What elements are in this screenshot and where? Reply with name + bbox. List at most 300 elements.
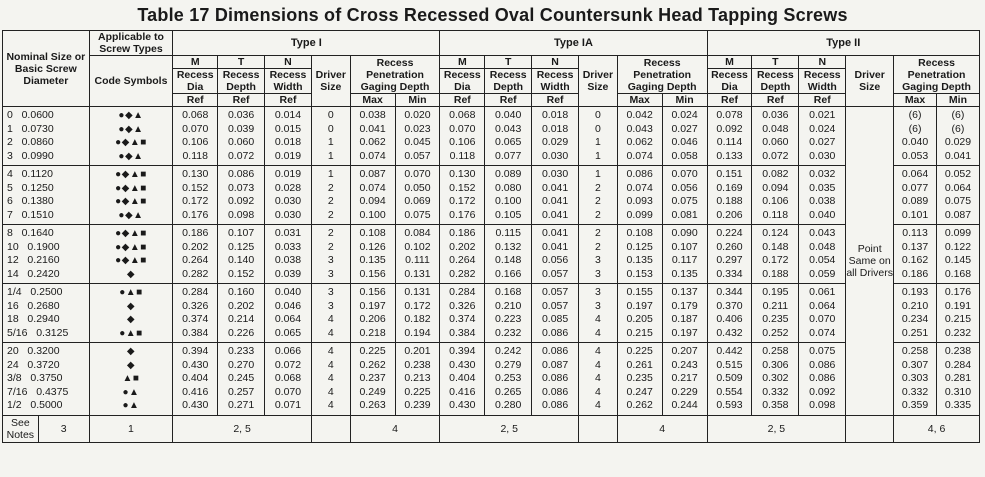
code-symbols-value: ●▲ <box>122 400 140 411</box>
ta-recess-depth-cell <box>485 284 532 343</box>
t1-recess-depth-cell <box>218 343 265 416</box>
t2-recess-dia-value: 0.406 <box>716 313 743 325</box>
t1-pen-min-value: 0.070 <box>404 168 431 180</box>
ta-recess-dia-value: 0.264 <box>449 254 476 266</box>
ta-recess-depth-value: 0.232 <box>495 326 522 339</box>
ta-pen-max-value: 0.247 <box>626 385 653 398</box>
ta-ref-m: Ref <box>440 94 485 107</box>
ta-driver-size-value: 1 <box>594 136 601 148</box>
ta-recess-width-cell <box>532 107 579 166</box>
code-symbols-cell <box>89 166 173 225</box>
t1-pen-min-value: 0.057 <box>404 149 431 162</box>
t1-recess-width-value: 0.015 <box>274 122 302 135</box>
code-symbols-value: ●▲■ <box>119 327 143 339</box>
code-symbols-cell <box>89 225 173 284</box>
ta-recess-width-cell <box>532 166 579 225</box>
ta-recess-width-value: 0.086 <box>541 372 569 384</box>
t1-recess-dia-value: 0.326 <box>182 299 209 312</box>
t1-pen-min-value: 0.102 <box>404 240 431 253</box>
ta-pen-max-value: 0.062 <box>626 136 653 148</box>
ta-recess-depth-value: 0.077 <box>495 149 522 162</box>
t1-recess-depth-value: 0.271 <box>227 399 255 411</box>
t2-pen-min-cell <box>936 343 979 416</box>
t1-pen-max-value: 0.074 <box>359 149 386 162</box>
t1-driver-size-value: 2 <box>327 195 334 207</box>
nominal-size-value: 3/8 0.3750 <box>7 372 63 384</box>
t1-driver-size-value: 2 <box>327 208 334 221</box>
notes-ta-driver <box>579 415 618 442</box>
code-symbols-value: ●◆▲■ <box>115 196 147 207</box>
t2-pen-max-value: 0.258 <box>901 345 929 357</box>
nominal-size-value: 8 0.1640 <box>7 227 54 239</box>
t1-pen-min-cell <box>395 225 440 284</box>
ta-recess-width-value: 0.057 <box>541 267 569 280</box>
t1-driver-size-value: 0 <box>327 109 334 121</box>
t2-recess-width-value: 0.059 <box>809 267 836 280</box>
t2-driver-size-note: Point Same on all Drivers <box>846 107 894 416</box>
nominal-size-value: 12 0.2160 <box>7 254 60 266</box>
t2-recess-dia-header: Recess Dia <box>707 69 752 94</box>
t1-recess-dia-value: 0.172 <box>182 195 209 207</box>
ta-recess-dia-value: 0.068 <box>449 109 476 121</box>
ta-recess-width-value: 0.086 <box>541 326 569 339</box>
ta-recess-dia-value: 0.430 <box>449 358 476 371</box>
t2-recess-dia-cell <box>707 284 752 343</box>
t2-pen-max-value: 0.186 <box>901 267 929 280</box>
ta-n-header: N <box>532 56 579 69</box>
t1-recess-depth-cell <box>218 166 265 225</box>
ta-pen-min-value: 0.135 <box>671 267 698 280</box>
t1-recess-depth-value: 0.257 <box>227 385 255 398</box>
t2-recess-width-value: 0.092 <box>809 385 836 398</box>
t2-pen-min-value: 0.075 <box>944 195 972 207</box>
t1-pen-min-value: 0.050 <box>404 181 431 194</box>
ta-pen-min-cell <box>662 225 707 284</box>
ta-m-header: M <box>440 56 485 69</box>
t2-n-header: N <box>799 56 846 69</box>
t2-recess-dia-value: 0.509 <box>716 372 743 384</box>
ta-pen-min-value: 0.117 <box>671 254 698 266</box>
t1-pen-min-value: 0.084 <box>404 227 431 239</box>
t2-recess-width-cell <box>799 343 846 416</box>
t1-driver-size-value: 1 <box>327 149 334 162</box>
t1-recess-dia-cell <box>173 166 218 225</box>
t1-recess-width-value: 0.030 <box>274 208 302 221</box>
t2-pen-max-cell <box>894 343 937 416</box>
ta-recess-width-value: 0.041 <box>541 227 569 239</box>
t2-recess-depth-value: 0.060 <box>762 136 789 148</box>
ta-recess-depth-cell <box>485 107 532 166</box>
t2-recess-dia-value: 0.344 <box>716 286 743 298</box>
t1-recess-dia-value: 0.068 <box>182 109 209 121</box>
t1-driver-size-value: 4 <box>327 358 334 371</box>
t1-recess-depth-cell <box>218 107 265 166</box>
t2-min-header: Min <box>936 94 979 107</box>
notes-t2-mtn: 2, 5 <box>707 415 846 442</box>
t2-recess-width-value: 0.075 <box>809 345 836 357</box>
t1-pen-max-value: 0.225 <box>359 345 386 357</box>
t1-pen-min-value: 0.131 <box>404 286 431 298</box>
ta-driver-size-value: 2 <box>594 195 601 207</box>
ta-recess-dia-cell <box>440 225 485 284</box>
t1-driver-size-value: 1 <box>327 168 334 180</box>
ta-recess-dia-cell <box>440 343 485 416</box>
t1-recess-width-value: 0.018 <box>274 136 302 148</box>
nominal-size-value: 4 0.1120 <box>7 168 53 180</box>
t2-recess-width-cell <box>799 284 846 343</box>
ta-pen-max-value: 0.225 <box>626 345 653 357</box>
code-symbols-value: ●◆▲ <box>118 110 144 121</box>
t2-recess-depth-value: 0.195 <box>762 286 789 298</box>
t1-recess-width-value: 0.038 <box>274 254 302 266</box>
ta-recess-depth-value: 0.210 <box>495 299 522 312</box>
notes-t2-driver <box>846 415 894 442</box>
t2-pen-max-value: 0.210 <box>901 299 929 312</box>
code-symbols-value: ◆ <box>126 300 136 312</box>
t2-pen-max-value: 0.303 <box>901 372 929 384</box>
ta-recess-width-value: 0.030 <box>541 168 569 180</box>
ta-recess-width-value: 0.086 <box>541 399 569 411</box>
t2-recess-depth-cell <box>752 166 799 225</box>
ta-ref-n: Ref <box>532 94 579 107</box>
t2-recess-depth-value: 0.252 <box>762 326 789 339</box>
ta-recess-width-header: Recess Width <box>532 69 579 94</box>
ta-recess-depth-value: 0.100 <box>495 195 522 207</box>
t2-driver-size-header: Driver Size <box>846 56 894 107</box>
ta-recess-depth-value: 0.089 <box>495 168 522 180</box>
t1-driver-size-value: 4 <box>327 385 334 398</box>
t1-recess-depth-value: 0.152 <box>227 267 255 280</box>
t1-recess-dia-value: 0.404 <box>182 372 209 384</box>
t2-recess-dia-cell <box>707 107 752 166</box>
ta-recess-depth-value: 0.040 <box>495 109 522 121</box>
ta-driver-size-cell <box>579 166 618 225</box>
t1-driver-size-value: 0 <box>327 122 334 135</box>
t1-recess-dia-header: Recess Dia <box>173 69 218 94</box>
code-symbols-cell <box>89 107 173 166</box>
t1-pen-min-value: 0.194 <box>404 326 431 339</box>
ta-pen-max-cell <box>617 107 662 166</box>
t1-pen-max-value: 0.263 <box>359 399 386 411</box>
t2-recess-dia-cell <box>707 343 752 416</box>
t1-pen-max-cell <box>350 107 395 166</box>
t1-pen-max-value: 0.197 <box>359 299 386 312</box>
t1-recess-depth-value: 0.202 <box>227 299 255 312</box>
ta-recess-dia-value: 0.284 <box>449 286 476 298</box>
t1-recess-depth-cell <box>218 225 265 284</box>
ta-recess-dia-value: 0.282 <box>449 267 476 280</box>
t1-recess-width-cell <box>265 166 312 225</box>
ta-pen-min-cell <box>662 343 707 416</box>
t1-driver-size-cell <box>311 166 350 225</box>
t1-recess-dia-cell <box>173 107 218 166</box>
t2-pen-min-cell <box>936 225 979 284</box>
ta-driver-size-value: 0 <box>594 109 601 121</box>
t1-pen-max-cell <box>350 225 395 284</box>
t2-pen-max-value: 0.040 <box>901 136 929 148</box>
t2-pen-min-value: 0.087 <box>944 208 972 221</box>
ta-ref-t: Ref <box>485 94 532 107</box>
t2-recess-depth-cell <box>752 343 799 416</box>
t1-recess-dia-value: 0.384 <box>182 326 209 339</box>
ta-recess-dia-value: 0.202 <box>449 240 476 253</box>
ta-pen-min-value: 0.217 <box>671 372 698 384</box>
ta-recess-dia-value: 0.172 <box>449 195 476 207</box>
t1-pen-min-value: 0.045 <box>404 136 431 148</box>
ta-driver-size-value: 2 <box>594 240 601 253</box>
ta-pen-max-value: 0.153 <box>626 267 653 280</box>
ta-driver-size-value: 4 <box>594 313 601 325</box>
ta-recess-dia-value: 0.374 <box>449 313 476 325</box>
t1-recess-depth-value: 0.098 <box>227 208 255 221</box>
t2-pen-max-value: 0.089 <box>901 195 929 207</box>
t1-recess-depth-header: Recess Depth <box>218 69 265 94</box>
t1-t-header: T <box>218 56 265 69</box>
t1-ref-m: Ref <box>173 94 218 107</box>
t2-pen-min-value: (6) <box>951 122 965 135</box>
t1-pen-max-value: 0.087 <box>359 168 386 180</box>
t1-recess-width-value: 0.065 <box>274 326 302 339</box>
ta-pen-max-cell <box>617 225 662 284</box>
ta-pen-max-value: 0.043 <box>626 122 653 135</box>
t2-ref-t: Ref <box>752 94 799 107</box>
ta-pen-min-cell <box>662 284 707 343</box>
t1-driver-size-value: 3 <box>327 286 334 298</box>
t2-recess-depth-value: 0.211 <box>762 299 789 312</box>
t2-pen-min-value: 0.176 <box>944 286 972 298</box>
ta-driver-size-cell <box>579 107 618 166</box>
t2-recess-depth-value: 0.302 <box>762 372 789 384</box>
t1-recess-width-value: 0.019 <box>274 149 302 162</box>
ta-driver-size-value: 2 <box>594 181 601 194</box>
t1-recess-width-cell <box>265 343 312 416</box>
notes-ta-mtn: 2, 5 <box>440 415 579 442</box>
t2-recess-dia-value: 0.593 <box>716 399 743 411</box>
t2-recess-dia-value: 0.114 <box>716 136 743 148</box>
ta-recess-width-cell <box>532 343 579 416</box>
ta-pen-max-value: 0.108 <box>626 227 653 239</box>
t2-pen-max-value: 0.359 <box>901 399 929 411</box>
nominal-size-value: 7/16 0.4375 <box>7 385 69 398</box>
ta-driver-size-value: 4 <box>594 385 601 398</box>
t1-recess-depth-cell <box>218 284 265 343</box>
ta-pen-max-value: 0.215 <box>626 326 653 339</box>
t2-pen-max-cell <box>894 166 937 225</box>
t2-recess-width-value: 0.024 <box>809 122 836 135</box>
ta-recess-depth-value: 0.168 <box>495 286 522 298</box>
t1-pen-max-value: 0.062 <box>359 136 386 148</box>
t2-pen-max-value: 0.137 <box>901 240 929 253</box>
t2-pen-min-value: 0.284 <box>944 358 972 371</box>
t1-recess-dia-value: 0.130 <box>182 168 209 180</box>
ta-recess-width-value: 0.057 <box>541 299 569 312</box>
t1-pen-min-value: 0.023 <box>404 122 431 135</box>
code-symbols-value: ●◆▲■ <box>115 228 147 239</box>
applicable-header: Applicable to Screw Types <box>89 31 173 56</box>
ta-pen-min-cell <box>662 107 707 166</box>
t1-pen-max-value: 0.262 <box>359 358 386 371</box>
notes-t1-pen: 4 <box>350 415 440 442</box>
ta-pen-min-value: 0.090 <box>671 227 698 239</box>
t1-n-header: N <box>265 56 312 69</box>
t1-pen-min-cell <box>395 107 440 166</box>
ta-recess-width-value: 0.029 <box>541 136 569 148</box>
ta-recess-dia-value: 0.130 <box>449 168 476 180</box>
t1-recess-depth-value: 0.160 <box>227 286 255 298</box>
ta-t-header: T <box>485 56 532 69</box>
t1-pen-min-value: 0.239 <box>404 399 431 411</box>
ta-recess-dia-value: 0.416 <box>449 385 476 398</box>
t2-pen-max-cell <box>894 225 937 284</box>
code-symbols-value: ●◆▲ <box>118 123 144 135</box>
t1-pen-max-value: 0.218 <box>359 326 386 339</box>
t2-pen-min-value: (6) <box>951 109 965 121</box>
t1-pen-min-cell <box>395 284 440 343</box>
code-symbols-value: ●◆▲ <box>118 150 144 162</box>
t1-recess-depth-value: 0.107 <box>227 227 255 239</box>
t2-recess-width-value: 0.048 <box>809 240 836 253</box>
t2-pen-max-value: 0.307 <box>901 358 929 371</box>
t2-recess-width-header: Recess Width <box>799 69 846 94</box>
t1-pen-min-value: 0.213 <box>404 372 431 384</box>
notes-ta-pen: 4 <box>617 415 707 442</box>
t1-recess-width-value: 0.064 <box>274 313 302 325</box>
t2-recess-width-value: 0.086 <box>809 372 836 384</box>
t2-recess-depth-cell <box>752 284 799 343</box>
ta-pen-max-cell <box>617 284 662 343</box>
t2-recess-depth-value: 0.358 <box>762 399 789 411</box>
nominal-size-value: 18 0.2940 <box>7 313 60 325</box>
ta-recess-width-value: 0.041 <box>541 195 569 207</box>
ta-recess-dia-value: 0.326 <box>449 299 476 312</box>
t2-pen-min-value: 0.029 <box>944 136 972 148</box>
table-row-group-4 <box>3 284 980 343</box>
ta-pen-max-value: 0.135 <box>626 254 653 266</box>
t2-recess-width-value: 0.032 <box>809 168 836 180</box>
ta-driver-size-cell <box>579 284 618 343</box>
ta-recess-dia-value: 0.106 <box>449 136 476 148</box>
t2-recess-depth-value: 0.235 <box>762 313 789 325</box>
t1-recess-dia-value: 0.106 <box>182 136 209 148</box>
t2-recess-width-value: 0.027 <box>809 136 836 148</box>
t2-recess-width-value: 0.043 <box>809 227 836 239</box>
t1-ref-n: Ref <box>265 94 312 107</box>
t2-pen-min-value: 0.281 <box>944 372 972 384</box>
t1-pen-max-value: 0.156 <box>359 286 386 298</box>
t2-recess-width-cell <box>799 107 846 166</box>
t2-recess-dia-value: 0.224 <box>716 227 743 239</box>
t2-pen-min-value: 0.310 <box>944 385 972 398</box>
t2-recess-dia-value: 0.260 <box>716 240 743 253</box>
t2-ref-m: Ref <box>707 94 752 107</box>
t1-driver-size-value: 3 <box>327 267 334 280</box>
t2-pen-max-value: 0.251 <box>901 326 929 339</box>
t1-pen-max-value: 0.206 <box>359 313 386 325</box>
t1-recess-dia-value: 0.394 <box>182 345 209 357</box>
t2-pen-min-value: 0.064 <box>944 181 972 194</box>
t1-max-header: Max <box>350 94 395 107</box>
code-symbols-cell <box>89 343 173 416</box>
nominal-size-value: 1/4 0.2500 <box>7 286 63 298</box>
nominal-size-cell <box>3 107 90 166</box>
table-title: Table 17 Dimensions of Cross Recessed Oval Countersunk Head Tapping Screws <box>137 5 848 25</box>
ta-driver-size-value: 3 <box>594 299 601 312</box>
ta-recess-depth-value: 0.148 <box>495 254 522 266</box>
ta-recess-dia-value: 0.384 <box>449 326 476 339</box>
nominal-size-cell <box>3 225 90 284</box>
ta-pen-max-value: 0.074 <box>626 149 653 162</box>
t2-pen-max-value: 0.053 <box>901 149 929 162</box>
t1-pen-max-value: 0.038 <box>359 109 386 121</box>
code-symbols-value: ◆ <box>126 268 136 280</box>
ta-pen-max-cell <box>617 166 662 225</box>
code-symbols-value: ●▲■ <box>119 287 143 298</box>
t1-pen-max-value: 0.100 <box>359 208 386 221</box>
t1-recess-dia-value: 0.430 <box>182 358 209 371</box>
t2-recess-dia-value: 0.334 <box>716 267 743 280</box>
t2-pen-max-value: 0.064 <box>901 168 929 180</box>
table-row-group-3 <box>3 225 980 284</box>
t1-recess-depth-value: 0.226 <box>227 326 255 339</box>
t2-recess-dia-value: 0.432 <box>716 326 743 339</box>
t1-recess-dia-value: 0.430 <box>182 399 209 411</box>
ta-pen-min-value: 0.137 <box>671 286 698 298</box>
t1-recess-depth-value: 0.125 <box>227 240 255 253</box>
t1-recess-width-value: 0.072 <box>274 358 302 371</box>
t1-driver-size-value: 4 <box>327 313 334 325</box>
t2-recess-width-value: 0.074 <box>809 326 836 339</box>
t1-pen-max-value: 0.237 <box>359 372 386 384</box>
ta-recess-dia-value: 0.070 <box>449 122 476 135</box>
ta-pen-min-value: 0.229 <box>671 385 698 398</box>
t2-recess-depth-value: 0.106 <box>762 195 789 207</box>
ta-pen-max-value: 0.093 <box>626 195 653 207</box>
ta-recess-width-value: 0.085 <box>541 313 569 325</box>
ta-recess-width-value: 0.086 <box>541 345 569 357</box>
t1-recess-depth-value: 0.233 <box>227 345 255 357</box>
ta-recess-depth-value: 0.115 <box>495 227 521 239</box>
ta-recess-dia-value: 0.430 <box>449 399 476 411</box>
t2-recess-dia-value: 0.151 <box>716 168 743 180</box>
t1-recess-dia-value: 0.202 <box>182 240 209 253</box>
t1-driver-size-value: 3 <box>327 254 334 266</box>
ta-pen-max-value: 0.205 <box>626 313 653 325</box>
ta-pen-max-value: 0.197 <box>626 299 653 312</box>
t2-pen-min-cell <box>936 284 979 343</box>
ta-recess-depth-value: 0.279 <box>495 358 522 371</box>
ta-recess-dia-value: 0.152 <box>449 181 476 194</box>
nominal-size-header: Nominal Size or Basic Screw Diameter <box>3 31 90 107</box>
ta-driver-size-value: 4 <box>594 399 601 411</box>
code-symbols-value: ●◆▲■ <box>115 241 147 253</box>
notes-t2-pen: 4, 6 <box>894 415 980 442</box>
t2-recess-width-value: 0.086 <box>809 358 836 371</box>
dimensions-table <box>2 30 980 443</box>
ta-driver-size-value: 2 <box>594 227 601 239</box>
ta-pen-min-cell <box>662 166 707 225</box>
t1-recess-dia-value: 0.374 <box>182 313 209 325</box>
t2-recess-dia-value: 0.188 <box>716 195 743 207</box>
t2-pen-max-value: (6) <box>908 109 922 121</box>
t2-recess-dia-value: 0.515 <box>716 358 743 371</box>
nominal-size-cell <box>3 343 90 416</box>
t1-recess-width-value: 0.040 <box>274 286 302 298</box>
t1-recess-dia-value: 0.176 <box>182 208 209 221</box>
code-symbols-cell <box>89 284 173 343</box>
ta-min-header: Min <box>662 94 707 107</box>
ta-pen-max-value: 0.235 <box>626 372 653 384</box>
t1-pen-max-cell <box>350 166 395 225</box>
